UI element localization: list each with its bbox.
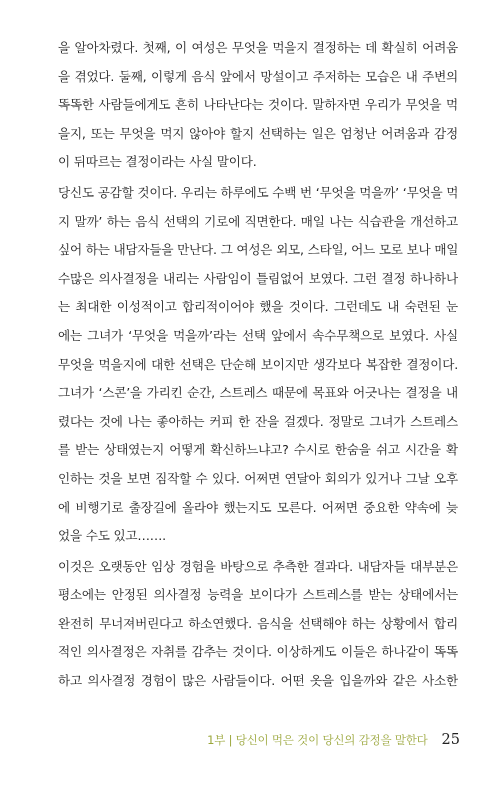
paragraph-3 [58,553,458,696]
text-line: 지 말까’ 하는 음식 선택의 기로에 직면한다. 매일 나는 식습관을 개선하고 [58,213,458,229]
text-line: 인하는 것을 보면 짐작할 수 있다. 어쩌면 연달아 회의가 있거나 그날 오후 [58,470,458,486]
text-line: 을 알아차렸다. 첫째, 이 여성은 무엇을 먹을지 결정하는 데 확실히 어려움 [58,40,458,55]
paragraph-2 [58,179,458,551]
text-line: 싶어 하는 내담자들을 만난다. 그 여성은 외모, 스타일, 어느 모로 보나 매일 [58,242,458,258]
text-line: 이것은 오랫동안 임상 경험을 바탕으로 추측한 결과다. 내담자들 대부분은 [58,558,458,574]
text-line: 무엇을 먹을지에 대한 선택은 단순해 보이지만 생각보다 복잡한 결정이다. [58,356,458,372]
page-footer [0,728,460,752]
text-line: 에 비행기로 출장길에 올라야 했는지도 모른다. 어쩌면 중요한 약속에 늦 [58,499,458,515]
body-text [58,34,458,696]
paragraph-1 [58,34,458,177]
text-line: 을지, 또는 무엇을 먹지 않아야 할지 선택하는 일은 엄청난 어려움과 감정 [58,125,458,141]
text-line: 하고 의사결정 경험이 많은 사람들이다. 어떤 옷을 입을까와 같은 사소한 [58,673,458,689]
text-line: 완전히 무너져버린다고 하소연했다. 음식을 선택해야 하는 상황에서 합리 [58,615,458,631]
text-line: 똑똑한 사람들에게도 흔히 나타난다는 것이다. 말하자면 우리가 무엇을 먹 [58,97,458,113]
text-line: 적인 의사결정은 자취를 감추는 것이다. 이상하게도 이들은 하나같이 똑똑 [58,644,458,660]
text-line: 을 겪었다. 둘째, 이렇게 음식 앞에서 망설이고 주저하는 모습은 내 주변의 [58,68,458,84]
page-number: 25 [441,732,460,748]
text-line: 그녀가 ‘스콘’을 가리킨 순간, 스트레스 때문에 목표와 어긋나는 결정을 내 [58,385,458,401]
text-line: 수많은 의사결정을 내리는 사람임이 틀림없어 보였다. 그런 결정 하나하나 [58,270,458,286]
text-line: 를 받는 상태였는지 어떻게 확신하느냐고? 수시로 한숨을 쉬고 시간을 확 [58,442,458,458]
text-line: 당신도 공감할 것이다. 우리는 하루에도 수백 번 ‘무엇을 먹을까’ ‘무엇을 먹 [58,184,458,200]
text-line: 렸다는 것에 나는 좋아하는 커피 한 잔을 걸겠다. 정말로 그녀가 스트레스 [58,413,458,429]
text-line: 에는 그녀가 ‘무엇을 먹을까’라는 선택 앞에서 속수무책으로 보였다. 사실 [58,327,458,343]
text-line: 는 최대한 이성적이고 합리적이어야 했을 것이다. 그런데도 내 숙련된 눈 [58,299,458,315]
text-line: 이 뒤따르는 결정이라는 사실 말이다. [58,154,257,170]
text-line: 었을 수도 있고……. [58,528,166,544]
text-line: 평소에는 안정된 의사결정 능력을 보이다가 스트레스를 받는 상태에서는 [58,587,458,603]
running-head: 1부 | 당신이 먹은 것이 당신의 감정을 말한다 [207,733,428,747]
